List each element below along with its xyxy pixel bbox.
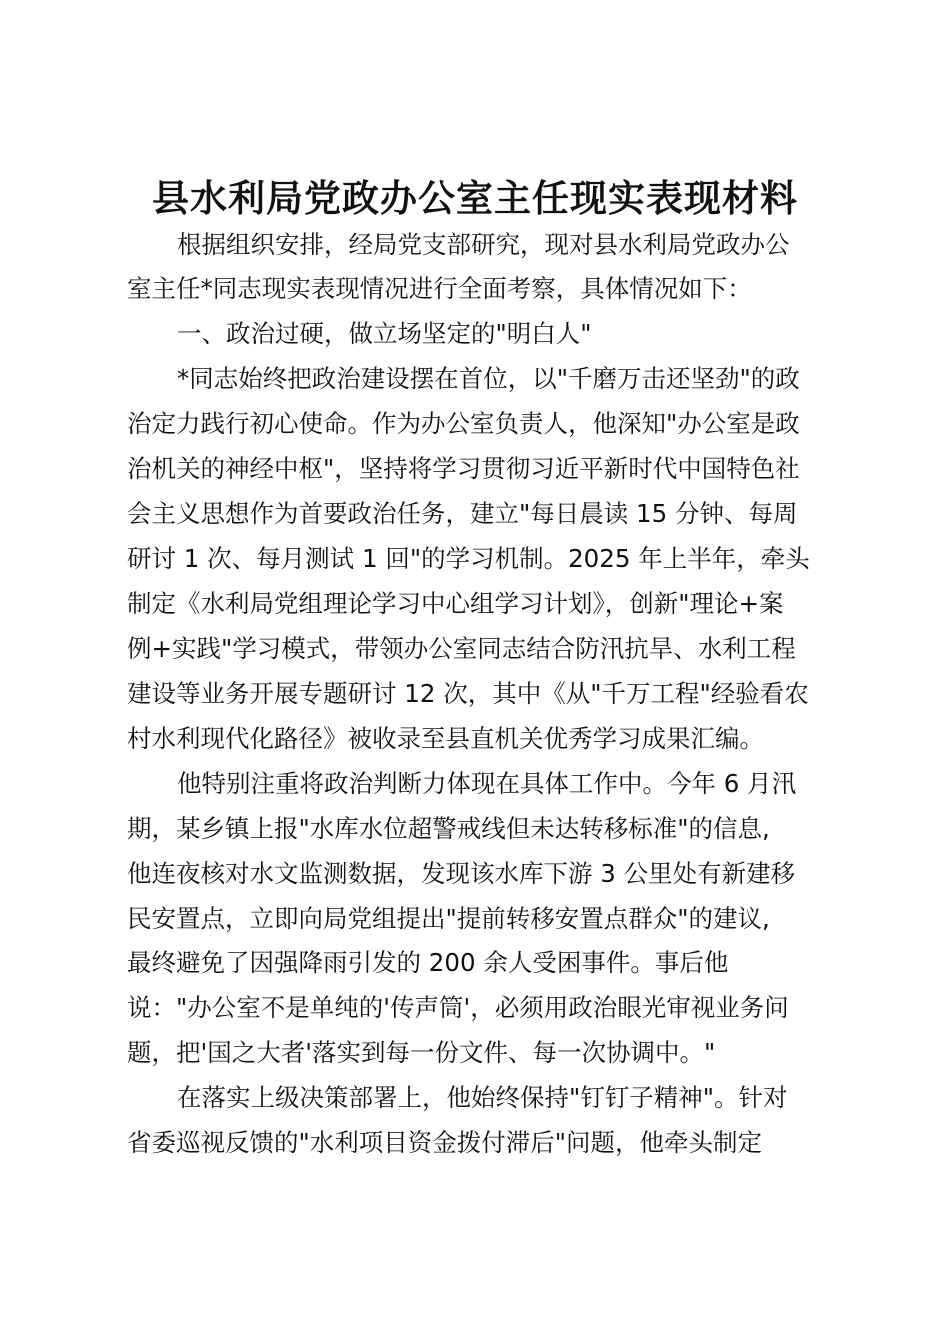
paragraph-line: 治机关的神经中枢"，坚持将学习贯彻习近平新时代中国特色社: [127, 454, 800, 483]
paragraph-line: 室主任*同志现实表现情况进行全面考察，具体情况如下：: [127, 274, 752, 303]
paragraph-line: *同志始终把政治建设摆在首位，以"千磨万击还坚劲"的政: [177, 364, 800, 393]
paragraph-line: 他连夜核对水文监测数据，发现该水库下游 3 公里处有新建移: [127, 859, 796, 888]
paragraph-line: 根据组织安排，经局党支部研究，现对县水利局党政办公: [177, 230, 790, 259]
section-heading: 一、政治过硬，做立场坚定的"明白人": [177, 319, 592, 348]
paragraph-line: 期，某乡镇上报"水库水位超警戒线但未达转移标准"的信息,: [127, 814, 770, 843]
paragraph-line: 会主义思想作为首要政治任务，建立"每日晨读 15 分钟、每周: [127, 499, 798, 528]
paragraph-line: 例+实践"学习模式，带领办公室同志结合防汛抗旱、水利工程: [127, 634, 796, 663]
paragraph-line: 研讨 1 次、每月测试 1 回"的学习机制。2025 年上半年，牵头: [127, 544, 810, 573]
paragraph-line: 治定力践行初心使命。作为办公室负责人，他深知"办公室是政: [127, 409, 800, 438]
paragraph-line: 说："办公室不是单纯的'传声筒'，必须用政治眼光审视业务问: [127, 993, 789, 1022]
paragraph-line: 题，把'国之大者'落实到每一份文件、每一次协调中。": [127, 1038, 716, 1067]
document-title: 县水利局党政办公室主任现实表现材料: [152, 176, 798, 220]
paragraph-line: 在落实上级决策部署上，他始终保持"钉钉子精神"。针对: [177, 1083, 788, 1112]
paragraph-line: 制定《水利局党组理论学习中心组学习计划》，创新"理论+案: [127, 589, 784, 618]
paragraph-line: 最终避免了因强降雨引发的 200 余人受困事件。事后他: [127, 948, 729, 977]
paragraph-line: 民安置点，立即向局党组提出"提前转移安置点群众"的建议,: [127, 904, 770, 933]
paragraph-line: 村水利现代化路径》被收录至县直机关优秀学习成果汇编。: [127, 724, 764, 753]
paragraph-line: 他特别注重将政治判断力体现在具体工作中。今年 6 月汛: [177, 769, 797, 798]
paragraph-line: 省委巡视反馈的"水利项目资金拨付滞后"问题，他牵头制定: [127, 1128, 763, 1157]
paragraph-line: 建设等业务开展专题研讨 12 次，其中《从"千万工程"经验看农: [127, 679, 809, 708]
